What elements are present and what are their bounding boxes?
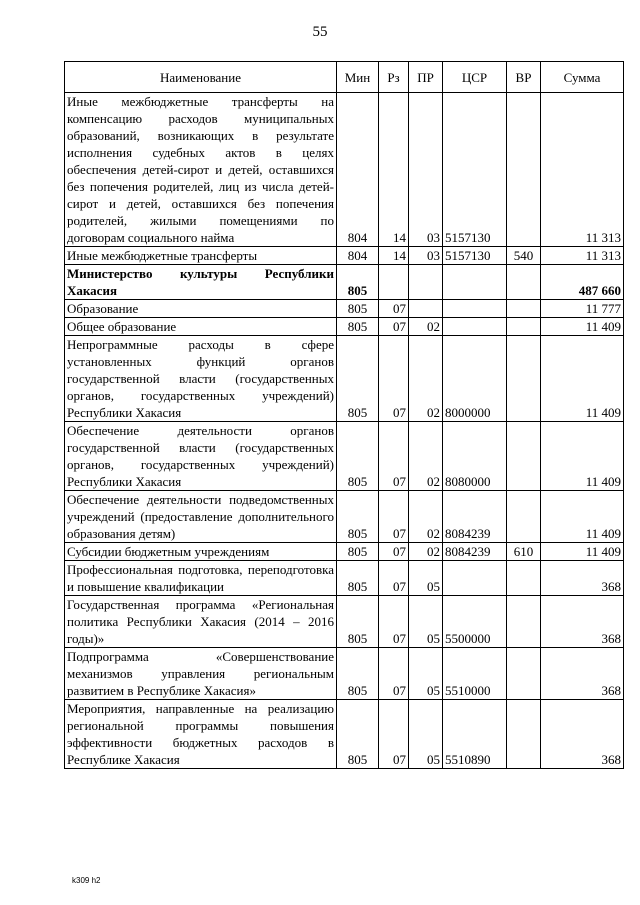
row-name: Государственная программа «Региональная политика Республики Хакасия (2014 – 2016 годы)» [65,596,337,648]
row-csr: 8084239 [443,543,507,561]
row-name: Министерство культуры Республики Хакасия [65,265,337,300]
row-csr: 8000000 [443,336,507,422]
row-pr: 03 [409,247,443,265]
row-sum: 11 313 [541,247,624,265]
table-row [65,648,624,700]
row-csr: 8080000 [443,422,507,491]
row-min: 805 [337,422,379,491]
header-rz: Рз [379,62,409,93]
row-min: 805 [337,596,379,648]
row-rz: 07 [379,422,409,491]
row-rz: 07 [379,648,409,700]
table-row [65,596,624,648]
row-name: Иные межбюджетные трансферты [65,247,337,265]
row-sum: 368 [541,596,624,648]
row-pr [409,300,443,318]
row-csr: 5157130 [443,247,507,265]
header-name: Наименование [65,62,337,93]
table-row [65,422,624,491]
row-sum: 11 409 [541,318,624,336]
budget-table [64,61,624,769]
table-row [65,300,624,318]
row-name: Профессиональная подготовка, переподготовка и повышение квалификации [65,561,337,596]
row-vr [507,596,541,648]
table-row [65,318,624,336]
row-vr [507,318,541,336]
row-rz: 07 [379,318,409,336]
row-vr [507,93,541,247]
row-name: Общее образование [65,318,337,336]
header-vr: ВР [507,62,541,93]
row-sum: 11 409 [541,491,624,543]
row-min: 805 [337,561,379,596]
row-rz: 07 [379,491,409,543]
row-pr [409,265,443,300]
row-pr: 02 [409,491,443,543]
row-vr: 540 [507,247,541,265]
row-min: 805 [337,491,379,543]
row-sum: 11 409 [541,336,624,422]
row-min: 805 [337,336,379,422]
row-sum: 11 409 [541,422,624,491]
row-csr [443,318,507,336]
row-pr: 03 [409,93,443,247]
row-pr: 02 [409,318,443,336]
row-sum: 368 [541,648,624,700]
row-pr: 05 [409,700,443,769]
row-name: Субсидии бюджетным учреждениям [65,543,337,561]
row-name: Обеспечение деятельности органов государственной власти (государственных органов, государственных учреждений) Республики Хакасия [65,422,337,491]
row-sum: 487 660 [541,265,624,300]
table-row [65,265,624,300]
table-row [65,561,624,596]
row-rz: 14 [379,247,409,265]
header-csr: ЦСР [443,62,507,93]
row-rz: 07 [379,596,409,648]
table-row [65,336,624,422]
row-rz: 07 [379,543,409,561]
row-min: 804 [337,247,379,265]
row-name: Иные межбюджетные трансферты на компенсацию расходов муниципальных образований, возникающих в результате исполнения судебных актов в целях обеспечения детей-сирот и детей, оставшихся без попечения родителей, лиц из числа детей-сирот и детей, оставшихся без попечения родителей, жилыми помещениями по договорам социального найма [65,93,337,247]
row-pr: 05 [409,596,443,648]
row-rz: 07 [379,336,409,422]
row-vr [507,422,541,491]
row-sum: 11 409 [541,543,624,561]
row-min: 805 [337,265,379,300]
row-csr [443,561,507,596]
row-rz: 07 [379,300,409,318]
header-pr: ПР [409,62,443,93]
row-vr [507,648,541,700]
row-pr: 05 [409,561,443,596]
row-min: 805 [337,300,379,318]
row-min: 804 [337,93,379,247]
row-rz: 14 [379,93,409,247]
header-min: Мин [337,62,379,93]
row-min: 805 [337,543,379,561]
table-row [65,700,624,769]
table-row [65,93,624,247]
row-sum: 368 [541,700,624,769]
row-vr [507,300,541,318]
row-pr: 02 [409,543,443,561]
table-row [65,491,624,543]
row-vr [507,700,541,769]
footer-code: k309 h2 [72,876,101,885]
row-vr [507,561,541,596]
row-rz: 07 [379,700,409,769]
row-csr: 8084239 [443,491,507,543]
row-csr: 5510000 [443,648,507,700]
row-min: 805 [337,318,379,336]
row-csr [443,265,507,300]
row-vr [507,265,541,300]
row-sum: 11 777 [541,300,624,318]
row-rz: 07 [379,561,409,596]
header-sum: Сумма [541,62,624,93]
row-name: Обеспечение деятельности подведомственных учреждений (предоставление дополнительного образования детям) [65,491,337,543]
row-vr [507,491,541,543]
row-pr: 02 [409,422,443,491]
row-csr: 5500000 [443,596,507,648]
row-csr [443,300,507,318]
row-min: 805 [337,648,379,700]
row-min: 805 [337,700,379,769]
row-name: Образование [65,300,337,318]
row-vr [507,336,541,422]
row-sum: 11 313 [541,93,624,247]
row-vr: 610 [507,543,541,561]
table-row [65,543,624,561]
row-name: Непрограммные расходы в сфере установленных функций органов государственной власти (государственных органов, государственных учреждений) Республики Хакасия [65,336,337,422]
row-name: Подпрограмма «Совершенствование механизмов управления региональным развитием в Республике Хакасия» [65,648,337,700]
row-pr: 05 [409,648,443,700]
table-header-row [65,62,624,93]
row-sum: 368 [541,561,624,596]
page-number: 55 [312,24,328,40]
row-csr: 5510890 [443,700,507,769]
table-row [65,247,624,265]
row-name: Мероприятия, направленные на реализацию региональной программы повышения эффективности бюджетных расходов в Республике Хакасия [65,700,337,769]
row-pr: 02 [409,336,443,422]
row-rz [379,265,409,300]
row-csr: 5157130 [443,93,507,247]
